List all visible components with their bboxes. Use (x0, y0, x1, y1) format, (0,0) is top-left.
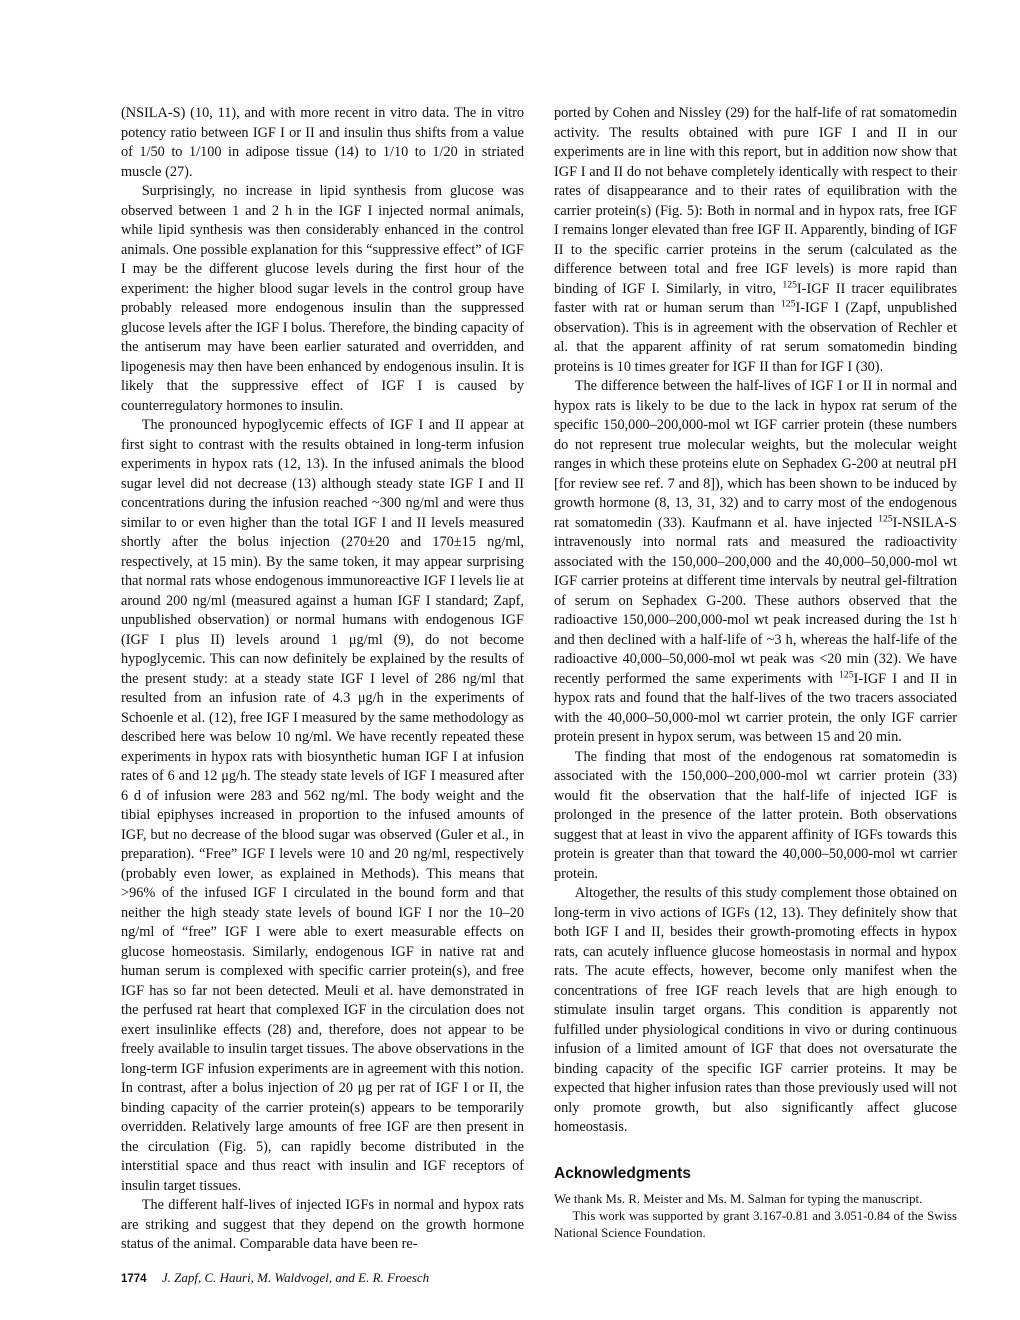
acknowledgments-text (554, 1191, 957, 1242)
text-run: I-IGF II tracer equilibrates faster with rat or human serum than (554, 280, 958, 316)
left-paragraph-4: The different half-lives of injected IGFs in normal and hypox rats are striking and suggest that they depend on the growth hormone status of the animal. Comparable data have been re- (121, 1197, 524, 1252)
running-authors: J. Zapf, C. Hauri, M. Waldvogel, and E. R. Froesch (161, 1270, 430, 1285)
left-paragraph-2: Surprisingly, no increase in lipid synthesis from glucose was observed between 1 and 2 h in the IGF I injected normal animals, while lipid synthesis was then considerably enhanced in the control animals. One possible explanation for this “suppressive effect” of IGF I may be the different glucose levels during the first hour of the experiment: the higher blood sugar levels in the control group have probably released more endogenous insulin than the suppressed glucose levels after the IGF I bolus. Therefore, the binding capacity of the antiserum may have been earlier saturated and overridden, and lipogenesis may then have been enhanced by endogenous insulin. It is likely that the suppressive effect of IGF I is caused by counterregulatory hormones to insulin. (121, 183, 524, 414)
isotope-superscript: 125 (878, 513, 893, 525)
page-footer (121, 1270, 429, 1286)
right-column (554, 104, 957, 1242)
left-column (121, 104, 524, 1255)
left-paragraph-1: (NSILA-S) (10, 11), and with more recent in vitro data. The in vitro potency ratio between IGF I or II and insulin thus shifts from a value of 1/50 to 1/100 in adipose tissue (14) to 1/10 to 1/20 in striated muscle (27). (121, 105, 524, 180)
text-run: ported by Cohen and Nissley (29) for the half-life of rat somatomedin activity. The results obtained with pure IGF I and II in our experiments are in line with this report, but in addition now show that IGF I and II do not behave completely identically with respect to their rates of disappearance and to their rates of equilibration with the carrier protein(s) (Fig. 5): Both in normal and in hypox rats, free IGF I remains longer elevated than free IGF II. Apparently, binding of IGF II to the specific carrier proteins in the serum (calculated as the difference between total and free IGF levels) is more rapid than binding of IGF I. Similarly, in vitro, (554, 105, 957, 297)
right-paragraph-4: Altogether, the results of this study complement those obtained on long-term in vivo actions of IGFs (12, 13). They definitely show that both IGF I and II, besides their growth-promoting effects in hypox rats, can acutely influence glucose homeostasis in normal and hypox rats. The acute effects, however, become only manifest when the concentrations of free IGF reach levels that are high enough to stimulate insulin target organs. This condition is apparently not fulfilled under physiological conditions in vivo or during continuous infusion of a limited amount of IGF that does not oversaturate the binding capacity of the specific IGF carrier proteins. It may be expected that higher infusion rates than those previously used will not only promote growth, but also significantly affect glucose homeostasis. (554, 885, 957, 1135)
isotope-superscript: 125 (780, 298, 796, 310)
right-paragraph-3: The finding that most of the endogenous rat somatomedin is associated with the 150,000–200,000-mol wt carrier protein (33) would fit the observation that the half-life of injected IGF is prolonged in the presence of the latter protein. Both observations suggest that at least in vivo the apparent affinity of IGFs towards this protein is greater than that toward the 40,000–50,000-mol wt carrier protein. (554, 748, 957, 882)
acknowledgments-line-2: This work was supported by grant 3.167-0.81 and 3.051-0.84 of the Swiss National Science Foundation. (554, 1209, 957, 1240)
left-paragraph-3: The pronounced hypoglycemic effects of IGF I and II appear at first sight to contrast with the results obtained in long-term infusion experiments in hypox rats (12, 13). In the infused animals the blood sugar level did not decrease (13) although steady state IGF I and II concentrations during the infusion reached ~300 ng/ml and were thus similar to or even higher than the total IGF I and II levels measured shortly after the bolus injection (270±20 and 170±15 ng/ml, respectively, at 15 min). By the same token, it may appear surprising that normal rats whose endogenous immunoreactive IGF I levels lie at around 200 ng/ml (measured against a human IGF I standard; Zapf, unpublished observation) or normal humans with endogenous IGF (IGF I plus II) levels around 1 μg/ml (9), do not become hypoglycemic. This can now definitely be explained by the results of the present study: at a steady state IGF I level of 286 ng/ml that resulted from an infusion rate of 4.3 μg/h in the experiments of Schoenle et al. (12), free IGF I measured by the same methodology as described here was below 10 ng/ml. We have recently repeated these experiments in hypox rats with biosynthetic human IGF I at infusion rates of 6 and 12 μg/h. The steady state levels of IGF I measured after 6 d of infusion were 283 and 562 ng/ml. The body weight and the tibial epiphyses increased in proportion to the infused amounts of IGF, but no decrease of the blood sugar was observed (Guler et al., in preparation). “Free” IGF I levels were 10 and 20 ng/ml, respectively (probably even lower, as explained in Methods). This means that >96% of the infused IGF I circulated in the bound form and that neither the high steady state levels of bound IGF I nor the 10–20 ng/ml of “free” IGF I were able to exert measurable effects on glucose homeostasis. Similarly, endogenous IGF in native rat and human serum is complexed with specific carrier protein(s), and free IGF has so far not been detected. Meuli et al. have demonstrated in the perfused rat heart that complexed IGF in the circulation does not exert insulinlike effects (28) and, therefore, does not appear to be freely available to insulin target tissues. The above observations in the long-term IGF infusion experiments are in agreement with this notion. In contrast, after a bolus injection of 20 μg per rat of IGF I or II, the binding capacity of the carrier protein(s) appears to be temporarily overridden. Relatively large amounts of free IGF are then present in the circulation (Fig. 5), can rapidly become distributed in the interstitial space and thus react with insulin and IGF receptors of insulin target tissues. (121, 417, 524, 1194)
text-run: I-IGF I (Zapf, unpublished observation). This is in agreement with the observation of Rechler et al. that the apparent affinity of rat serum somatomedin binding proteins is 10 times greater for IGF II than for IGF I (30). (554, 300, 957, 375)
isotope-superscript: 125 (782, 279, 797, 291)
text-run: I-IGF I and II in hypox rats and found that the half-lives of the two tracers associated with the 40,000–50,000-mol wt carrier protein, the only IGF carrier protein present in hypox serum, was between 15 and 20 min. (554, 670, 958, 745)
right-paragraph-2 (554, 377, 957, 748)
acknowledgments-line-1: We thank Ms. R. Meister and Ms. M. Salman for typing the manuscript. (554, 1192, 923, 1206)
isotope-superscript: 125 (838, 669, 854, 681)
page-number: 1774 (121, 1273, 147, 1285)
text-run: I-NSILA-S intravenously into normal rats and measured the radioactivity associated with the 150,000–200,000 and the 40,000–50,000-mol wt IGF carrier proteins at different time intervals by neutral gel-filtration of serum on Sephadex G-200. These authors observed that the radioactive 150,000–200,000-mol wt peak increased during the 1st h and then declined with a half-life of ~3 h, whereas the half-life of the radioactive 40,000–50,000-mol wt peak was <20 min (32). We have recently performed the same experiments with (554, 514, 957, 687)
right-paragraph-1 (554, 104, 957, 377)
text-run: The difference between the half-lives of IGF I or II in normal and hypox rats is likely to be due to the lack in hypox rat serum of the specific 150,000–200,000-mol wt IGF carrier protein (these numbers do not represent true molecular weights, but the molecular weight ranges in which these proteins elute on Sephadex G-200 at neutral pH [for review see ref. 7 and 8]), which has been shown to be induced by growth hormone (8, 13, 31, 32) and to carry most of the endogenous rat somatomedin (33). Kaufmann et al. have injected (554, 378, 957, 531)
acknowledgments-heading: Acknowledgments (554, 1164, 691, 1182)
